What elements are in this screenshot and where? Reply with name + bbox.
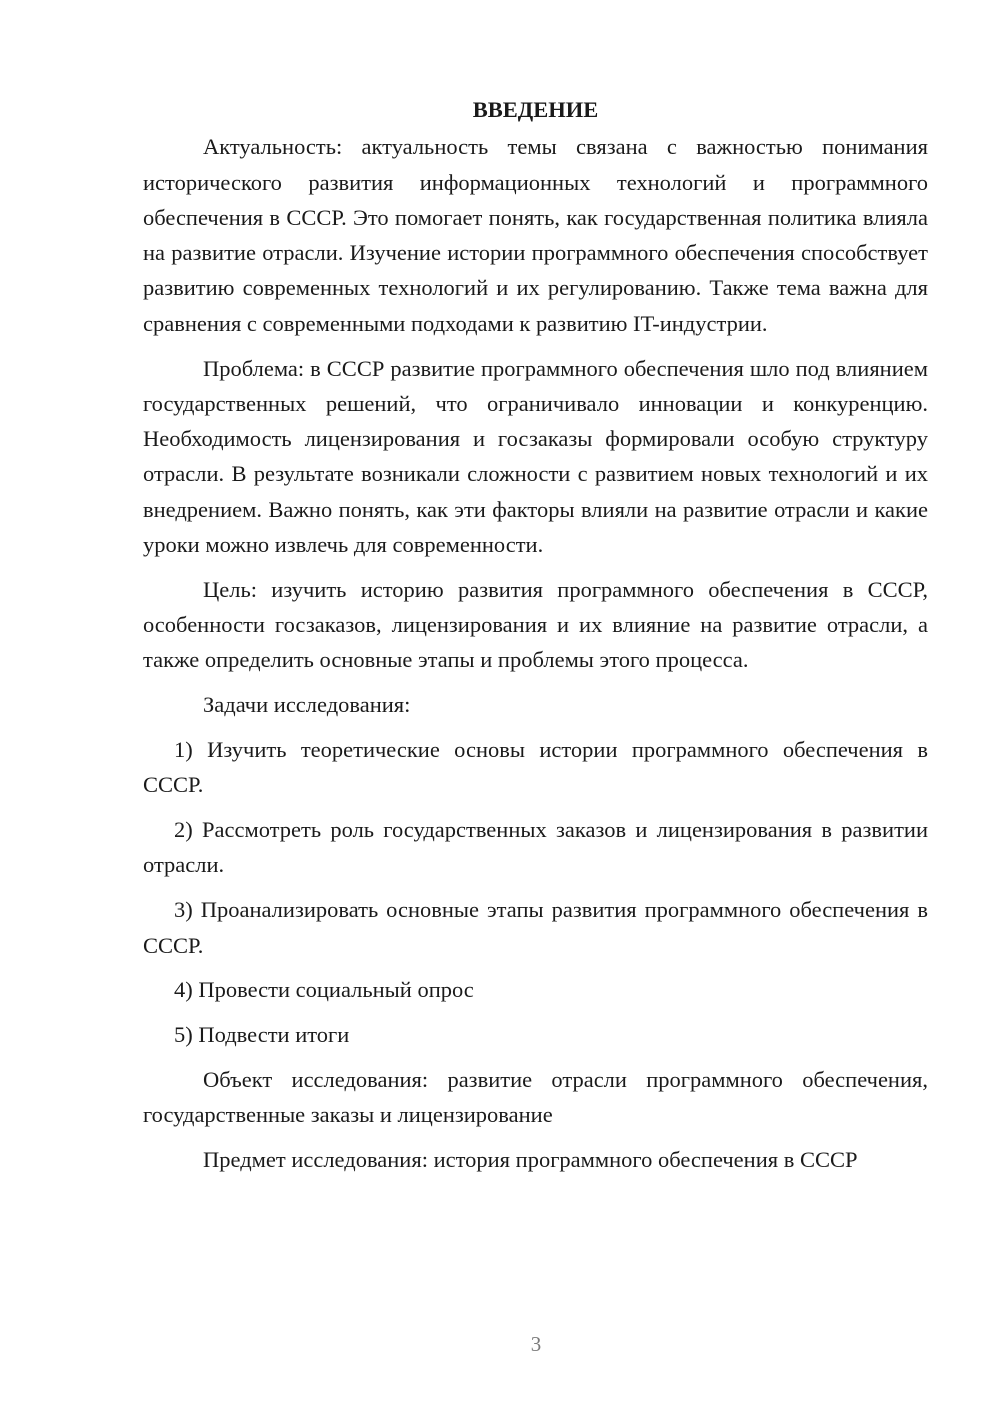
paragraph-goal: Цель: изучить историю развития программного обеспечения в СССР, особенности госзаказов, лицензирования и их влияние на развитие отрасли, а также определить основные этапы и проблемы этого процесса. [143,576,928,673]
task-item-2: 2) Рассмотреть роль государственных заказов и лицензирования в развитии отрасли. [143,817,928,878]
task-item-4: 4) Провести социальный опрос [174,977,474,1003]
paragraph-tasks-heading: Задачи исследования: [203,692,411,718]
paragraph-research-object: Объект исследования: развитие отрасли программного обеспечения, государственные заказы и лицензирование [143,1066,928,1128]
page-number: 3 [530,1332,542,1356]
task-item-1: 1) Изучить теоретические основы истории программного обеспечения в СССР. [143,737,928,798]
task-item-3: 3) Проанализировать основные этапы развития программного обеспечения в СССР. [143,897,928,958]
paragraph-relevance: Актуальность: актуальность темы связана с важностью понимания исторического развития информационных технологий и программного обеспечения в СССР. Это помогает понять, как государственная политика влияла на развитие отрасли. Изучение истории программного обеспечения способствует развитию современных технологий и их регулированию. Также тема важна для сравнения с современными подходами к развитию IT-индустрии. [143,134,928,336]
paragraph-research-subject: Предмет исследования: история программного обеспечения в СССР [203,1147,858,1173]
section-title: ВВЕДЕНИЕ [472,97,599,122]
paragraph-problem: Проблема: в СССР развитие программного обеспечения шло под влиянием государственных решений, что ограничивало инновации и конкуренцию. Необходимость лицензирования и госзаказы формировали особую структуру отрасли. В результате возникали сложности с развитием новых технологий и их внедрением. Важно понять, как эти факторы влияли на развитие отрасли и какие уроки можно извлечь для современности. [143,355,928,558]
document-body [143,92,928,1187]
task-item-5: 5) Подвести итоги [174,1022,350,1048]
